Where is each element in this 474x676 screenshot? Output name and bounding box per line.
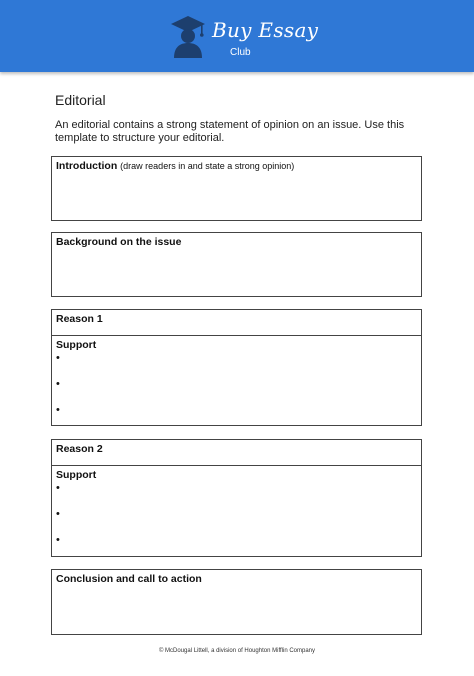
reason-1-bullet-3: • — [56, 404, 60, 416]
logo-title: Buy Essay — [212, 18, 319, 42]
site-logo[interactable] — [170, 12, 319, 62]
conclusion-label: Conclusion and call to action — [56, 573, 202, 585]
reason-1-box[interactable] — [51, 309, 422, 426]
reason-1-bullet-1: • — [56, 352, 60, 364]
reason-2-label: Reason 2 — [56, 443, 103, 455]
introduction-label — [56, 160, 294, 172]
intro-line-1: An editorial contains a strong statement of opinion on an issue. Use this — [55, 119, 405, 131]
conclusion-box[interactable] — [51, 569, 422, 635]
reason-1-support-label: Support — [56, 339, 97, 351]
background-label: Background on the issue — [56, 236, 182, 248]
introduction-hint: (draw readers in and state a strong opinion) — [120, 161, 295, 171]
reason-2-support-label: Support — [56, 469, 97, 481]
background-box[interactable] — [51, 232, 422, 297]
logo-subtitle: Club — [230, 47, 251, 58]
site-header — [0, 0, 474, 72]
reason-2-divider — [52, 465, 421, 466]
reason-2-box[interactable] — [51, 439, 422, 557]
copyright-footer: © McDougal Littell, a division of Houghton Mifflin Company — [158, 648, 316, 654]
reason-1-divider — [52, 335, 421, 336]
reason-1-bullet-2: • — [56, 378, 60, 390]
intro-text — [55, 119, 435, 145]
intro-line-2: template to structure your editorial. — [55, 132, 225, 144]
graduate-cap-icon — [170, 14, 206, 58]
introduction-title: Introduction — [56, 160, 118, 172]
document-title: Editorial — [55, 92, 106, 108]
reason-2-bullet-2: • — [56, 508, 60, 520]
reason-2-bullet-3: • — [56, 534, 60, 546]
introduction-box[interactable] — [51, 156, 422, 221]
reason-2-bullet-1: • — [56, 482, 60, 494]
reason-1-label: Reason 1 — [56, 313, 103, 325]
